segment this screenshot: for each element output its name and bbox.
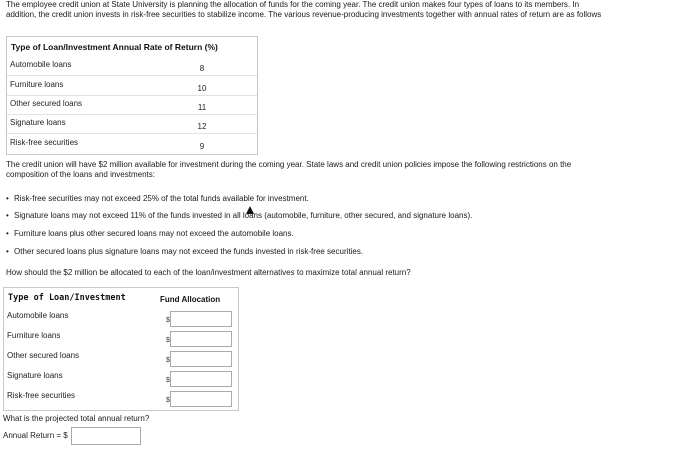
signature-allocation-input[interactable] bbox=[170, 371, 232, 387]
constraint-bullet: • Risk-free securities may not exceed 25% of the total funds available for investment. bbox=[6, 194, 309, 203]
allocation-header-type: Type of Loan/Investment bbox=[8, 293, 126, 303]
constraint-text: Other secured loans plus signature loans may not exceed the funds invested in risk-free securities. bbox=[14, 247, 364, 256]
loan-type-label: Signature loans bbox=[10, 118, 66, 127]
currency-symbol: $ bbox=[166, 357, 170, 364]
currency-symbol: $ bbox=[166, 377, 170, 384]
constraint-bullet: • Furniture loans plus other secured loans may not exceed the automobile loans. bbox=[6, 229, 294, 238]
automobile-allocation-input[interactable] bbox=[170, 311, 232, 327]
constraint-bullet: • Other secured loans plus signature loans may not exceed the funds invested in risk-free securities. bbox=[6, 247, 364, 256]
table-row bbox=[4, 306, 238, 326]
allocation-header-fund: Fund Allocation bbox=[160, 295, 221, 304]
table-row bbox=[4, 326, 238, 346]
rate-value: 8 bbox=[199, 64, 205, 73]
loan-type-label: Automobile loans bbox=[7, 311, 69, 320]
table-row bbox=[7, 134, 257, 153]
rate-value: 10 bbox=[197, 84, 207, 93]
furniture-allocation-input[interactable] bbox=[170, 331, 232, 347]
other-secured-allocation-input[interactable] bbox=[170, 351, 232, 367]
currency-symbol: $ bbox=[166, 317, 170, 324]
constraint-text: Furniture loans plus other secured loans may not exceed the automobile loans. bbox=[14, 229, 294, 238]
constraints-line: The credit union will have $2 million available for investment during the coming year. State laws and credit union policies impose the following restrictions on the bbox=[6, 160, 572, 169]
annual-return-label: Annual Return = $ bbox=[3, 431, 68, 440]
allocation-table bbox=[3, 287, 239, 411]
constraint-bullet: • Signature loans may not exceed 11% of the funds invested in all loans (automobile, furniture, other secured, and signature loans). bbox=[6, 211, 473, 220]
table-row bbox=[4, 386, 238, 406]
constraints-line: composition of the loans and investments: bbox=[6, 170, 155, 179]
loan-type-label: Other secured loans bbox=[7, 351, 80, 360]
loan-type-label: Risk-free securities bbox=[7, 391, 76, 400]
risk-free-allocation-input[interactable] bbox=[170, 391, 232, 407]
currency-symbol: $ bbox=[166, 337, 170, 344]
mouse-cursor-icon bbox=[246, 206, 254, 214]
rates-table-header: Type of Loan/Investment Annual Rate of Return (%) bbox=[11, 42, 218, 52]
rate-value: 9 bbox=[199, 142, 205, 151]
table-row bbox=[7, 114, 257, 134]
constraint-text: Risk-free securities may not exceed 25% of the total funds available for investment. bbox=[14, 194, 309, 203]
return-question: What is the projected total annual return? bbox=[3, 414, 150, 423]
rate-value: 11 bbox=[197, 103, 207, 112]
table-row bbox=[4, 366, 238, 386]
loan-type-label: Risk-free securities bbox=[10, 138, 79, 147]
loan-type-label: Other secured loans bbox=[10, 99, 83, 108]
allocation-question: How should the $2 million be allocated to each of the loan/investment alternatives to maximize total annual return? bbox=[6, 268, 411, 277]
loan-type-label: Automobile loans bbox=[10, 60, 72, 69]
intro-line: addition, the credit union invests in risk-free securities to stabilize income. The various revenue-producing investments together with annual rates of return are as follows bbox=[6, 10, 602, 19]
problem-intro bbox=[6, 0, 700, 20]
rate-value: 12 bbox=[197, 122, 207, 131]
loan-type-label: Furniture loans bbox=[7, 331, 61, 340]
annual-return-input[interactable] bbox=[71, 427, 141, 445]
loan-type-label: Signature loans bbox=[7, 371, 63, 380]
currency-symbol: $ bbox=[166, 397, 170, 404]
table-row bbox=[7, 95, 257, 115]
table-row bbox=[4, 346, 238, 366]
annual-return-row bbox=[3, 427, 163, 447]
loan-type-label: Furniture loans bbox=[10, 80, 64, 89]
table-row bbox=[7, 76, 257, 96]
table-row bbox=[7, 56, 257, 76]
intro-line: The employee credit union at State University is planning the allocation of funds for the coming year. The credit union makes four types of loans to its members. In bbox=[6, 0, 580, 9]
constraint-text: Signature loans may not exceed 11% of the funds invested in all loans (automobile, furniture, other secured, and signature loans). bbox=[14, 211, 473, 220]
rates-table bbox=[6, 36, 258, 155]
